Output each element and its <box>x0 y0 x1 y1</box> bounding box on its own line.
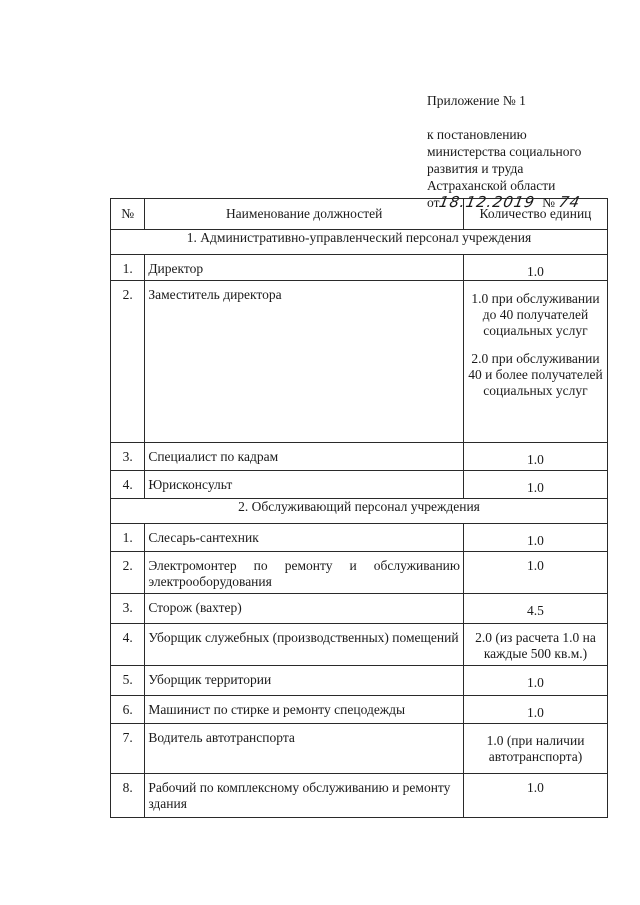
row-quantity: 1.0 <box>527 480 544 495</box>
row-quantity: 1.0 <box>527 780 544 795</box>
row-quantity: 1.0 при обслуживании до 40 получателей социальных услуг <box>471 291 600 338</box>
row-name: Директор <box>148 261 204 276</box>
header-line-2: министерства социального <box>427 144 582 159</box>
appendix-header <box>427 92 627 211</box>
row-number: 6. <box>122 702 133 717</box>
row-quantity: 4.5 <box>527 603 544 618</box>
date-prefix: от <box>427 195 440 210</box>
row-name: Юрисконсульт <box>148 477 233 492</box>
row-number: 5. <box>122 672 133 687</box>
table-row <box>111 696 608 724</box>
row-number: 1. <box>122 261 133 276</box>
row-name: Слесарь-сантехник <box>148 530 259 545</box>
row-quantity: 1.0 <box>527 558 544 573</box>
table-row <box>111 552 608 594</box>
row-name: Машинист по стирке и ремонту спецодежды <box>148 702 406 717</box>
handwritten-date: 18.12.2019 <box>437 193 538 211</box>
table-row <box>111 666 608 696</box>
table-row <box>111 624 608 666</box>
row-quantity: 1.0 (при наличии автотранспорта) <box>486 733 585 764</box>
row-number: 8. <box>122 780 133 795</box>
table-row <box>111 471 608 499</box>
row-quantity: 1.0 <box>527 452 544 467</box>
table-row <box>111 281 608 443</box>
row-quantity-alt: 2.0 при обслуживании 40 и более получателей социальных услуг <box>468 351 603 398</box>
handwritten-number: 74 <box>557 193 583 211</box>
section-row <box>111 230 608 255</box>
row-number: 7. <box>122 730 133 745</box>
row-quantity: 1.0 <box>527 264 544 279</box>
number-prefix: № <box>542 195 556 210</box>
header-line-1: к постановлению <box>427 127 527 142</box>
header-line-3: развития и труда <box>427 161 524 176</box>
row-quantity: 1.0 <box>527 533 544 548</box>
section-row <box>111 499 608 524</box>
row-quantity: 1.0 <box>527 705 544 720</box>
row-number: 4. <box>122 477 133 492</box>
table-row <box>111 724 608 774</box>
row-name: Специалист по кадрам <box>148 449 279 464</box>
row-name: Заместитель директора <box>148 287 282 302</box>
row-name: Водитель автотранспорта <box>148 730 295 745</box>
table-row <box>111 774 608 818</box>
appendix-title: Приложение № 1 <box>427 93 526 108</box>
column-header-name: Наименование должностей <box>145 199 464 230</box>
row-quantity: 1.0 <box>527 675 544 690</box>
section-title-2: 2. Обслуживающий персонал учреждения <box>111 499 608 524</box>
row-name: Электромонтер по ремонту и обслуживанию электрооборудования <box>148 558 460 589</box>
row-name: Уборщик служебных (производственных) помещений <box>148 630 459 645</box>
table-header-row <box>111 199 608 230</box>
table-row <box>111 443 608 471</box>
header-line-4: Астраханской области <box>427 178 556 193</box>
row-name: Рабочий по комплексному обслуживанию и ремонту здания <box>148 780 451 811</box>
section-title-1: 1. Административно-управленческий персонал учреждения <box>111 230 608 255</box>
table-row <box>111 255 608 281</box>
table-row <box>111 594 608 624</box>
column-header-number: № <box>111 199 145 230</box>
row-name: Сторож (вахтер) <box>148 600 242 615</box>
row-number: 2. <box>122 287 133 302</box>
staff-table <box>110 198 608 818</box>
row-number: 3. <box>122 600 133 615</box>
row-number: 2. <box>122 558 133 573</box>
row-number: 1. <box>122 530 133 545</box>
column-header-quantity: Количество единиц <box>463 199 607 230</box>
row-name: Уборщик территории <box>148 672 272 687</box>
row-number: 4. <box>122 630 133 645</box>
table-row <box>111 524 608 552</box>
row-quantity: 2.0 (из расчета 1.0 на каждые 500 кв.м.) <box>475 630 596 661</box>
row-number: 3. <box>122 449 133 464</box>
